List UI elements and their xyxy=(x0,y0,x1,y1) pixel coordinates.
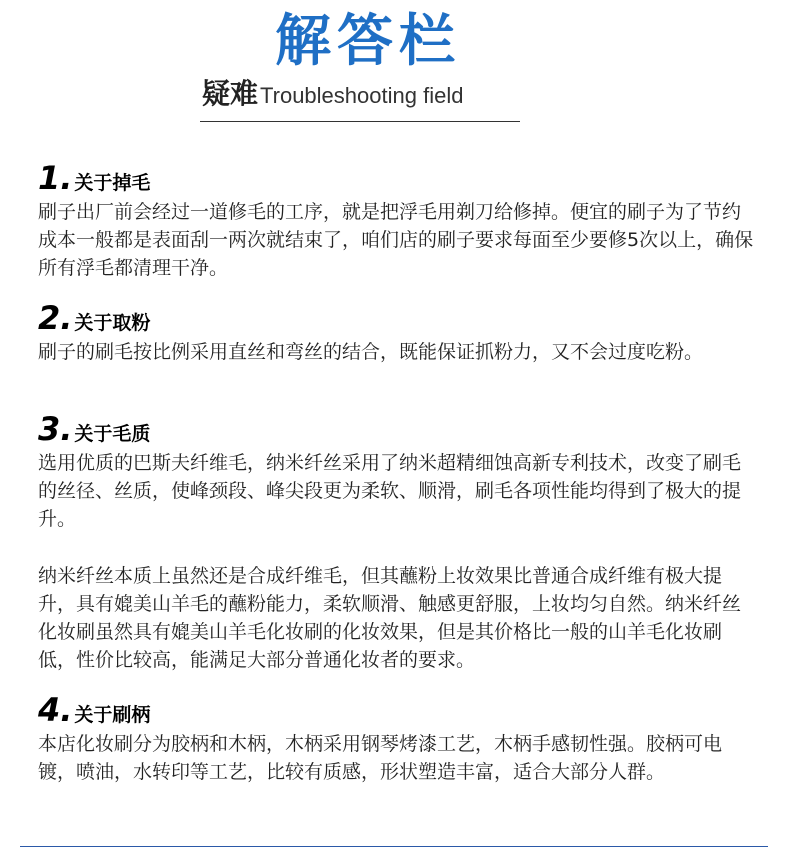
section-number: 3. xyxy=(38,410,73,448)
section-heading-4 xyxy=(38,691,151,729)
section-3-paragraph-1: 选用优质的巴斯夫纤维毛，纳米纤丝采用了纳米超精细蚀高新专利技术，改变了刷毛的丝径、丝质，使峰颈段、峰尖段更为柔软、顺滑，刷毛各项性能均得到了极大的提升。 xyxy=(38,452,742,530)
bottom-divider xyxy=(20,846,768,847)
section-3-paragraph-2: 纳米纤丝本质上虽然还是合成纤维毛，但其蘸粉上妆效果比普通合成纤维有极大提升，具有媲美山羊毛的蘸粉能力，柔软顺滑、触感更舒服，上妆均匀自然。纳米纤丝化妆刷虽然具有媲美山羊毛化妆刷的化妆效果，但是其价格比一般的山羊毛化妆刷低，性价比较高，能满足大部分普通化妆者的要求。 xyxy=(38,565,742,671)
section-number: 1. xyxy=(38,159,73,197)
section-4-paragraph: 本店化妆刷分为胶柄和木柄，木柄采用钢琴烤漆工艺，木柄手感韧性强。胶柄可电镀，喷油，水转印等工艺，比较有质感，形状塑造丰富，适合大部分人群。 xyxy=(38,733,723,783)
section-heading-2 xyxy=(38,299,151,337)
section-title: 关于掉毛 xyxy=(74,172,151,194)
section-heading-3 xyxy=(38,410,151,448)
subtitle-cn: 疑难 xyxy=(202,77,259,110)
header-divider xyxy=(200,121,520,122)
section-2-paragraph: 刷子的刷毛按比例采用直丝和弯丝的结合，既能保证抓粉力，又不会过度吃粉。 xyxy=(38,341,704,363)
section-title: 关于取粉 xyxy=(74,312,151,334)
section-title: 关于毛质 xyxy=(74,423,151,445)
section-number: 2. xyxy=(38,299,73,337)
section-1-paragraph: 刷子出厂前会经过一道修毛的工序，就是把浮毛用剃刀给修掉。便宜的刷子为了节约成本一般都是表面刮一两次就结束了，咱们店的刷子要求每面至少要修5次以上，确保所有浮毛都清理干净。 xyxy=(38,201,754,279)
section-title: 关于刷柄 xyxy=(74,704,151,726)
page-title: 解答栏 xyxy=(275,9,461,74)
subtitle-en: Troubleshooting field xyxy=(260,83,464,108)
section-number: 4. xyxy=(38,691,73,729)
section-heading-1 xyxy=(38,159,151,197)
page-subtitle xyxy=(202,77,464,110)
